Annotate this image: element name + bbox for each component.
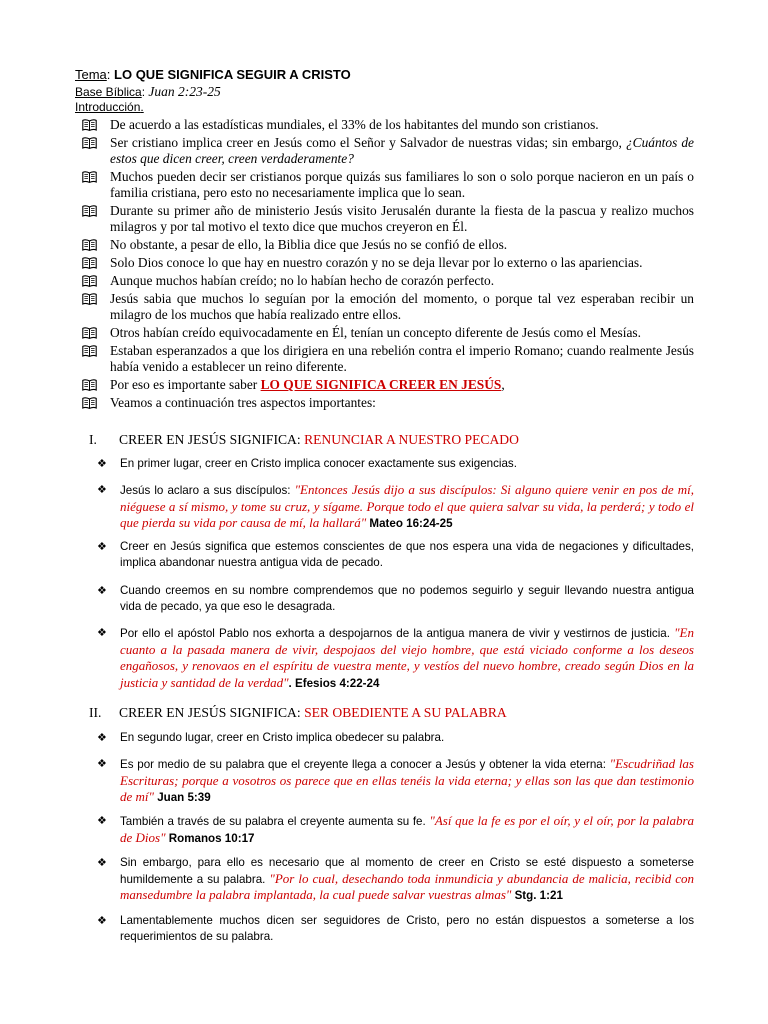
list-item: ❖ En primer lugar, creer en Cristo implica conocer exactamente sus exigencias. bbox=[97, 456, 694, 472]
list-item: ❖ Sin embargo, para ello es necesario que al momento de creer en Cristo se esté dispuesto a someterse humildemente a su palabra. "Por lo cual, desechando toda inmundicia y abundancia de malicia, recibid con mansedumbre la palabra implantada, la cual puede salvar vuestras almas" Stg. 1:21 bbox=[97, 856, 694, 902]
verse-reference: Romanos 10:17 bbox=[165, 831, 255, 845]
scripture-base-label: Base Bíblica bbox=[75, 85, 142, 99]
diamond-bullet-icon: ❖ bbox=[97, 585, 107, 597]
open-bible-icon bbox=[82, 239, 97, 251]
open-bible-icon bbox=[82, 345, 97, 357]
list-item: No obstante, a pesar de ello, la Biblia dice que Jesús no se confió de ellos. bbox=[82, 237, 694, 253]
topic-line: Tema: LO QUE SIGNIFICA SEGUIR A CRISTO bbox=[75, 67, 351, 82]
open-bible-icon bbox=[82, 275, 97, 287]
diamond-bullet-icon: ❖ bbox=[97, 627, 107, 639]
list-item: ❖ En segundo lugar, creer en Cristo implica obedecer su palabra. bbox=[97, 730, 694, 746]
open-bible-icon bbox=[82, 205, 97, 217]
list-item: De acuerdo a las estadísticas mundiales, el 33% de los habitantes del mundo son cristianos. bbox=[82, 117, 694, 133]
list-item: ❖ Jesús lo aclaro a sus discípulos: "Entonces Jesús dijo a sus discípulos: Si alguno quiere venir en pos de mí, niéguese a sí mismo, y tome su cruz, y sígame. Porque todo el que quiera salvar su vida, la perderá; y todo el que pierda su vida por causa de mí, la hallará" Mateo 16:24-25 bbox=[97, 482, 694, 530]
section-heading-highlight: SER OBEDIENTE A SU PALABRA bbox=[304, 705, 507, 720]
open-bible-icon bbox=[82, 379, 97, 391]
open-bible-icon bbox=[82, 293, 97, 305]
diamond-bullet-icon: ❖ bbox=[97, 732, 107, 744]
list-item: Jesús sabia que muchos lo seguían por la emoción del momento, o porque tal vez esperaban recibir un milagro de los muchos que había realizado entre ellos. bbox=[82, 291, 694, 323]
open-bible-icon bbox=[82, 171, 97, 183]
list-item: Estaban esperanzados a que los dirigiera en una rebelión contra el imperio Romano; cuando realmente Jesús había venido a establecer un reino diferente. bbox=[82, 343, 694, 375]
list-item: ❖ También a través de su palabra el creyente aumenta su fe. "Así que la fe es por el oír, y el oír, por la palabra de Dios" Romanos 10:17 bbox=[97, 813, 694, 845]
open-bible-icon bbox=[82, 119, 97, 131]
open-bible-icon bbox=[82, 327, 97, 339]
diamond-bullet-icon: ❖ bbox=[97, 758, 107, 770]
introduction-heading: Introducción. bbox=[75, 100, 144, 114]
scripture-base-line: Base Bíblica: Juan 2:23-25 bbox=[75, 84, 221, 99]
list-item: ❖ Lamentablemente muchos dicen ser seguidores de Cristo, pero no están dispuestos a someterse a los requerimientos de su palabra. bbox=[97, 914, 694, 943]
list-item: Aunque muchos habían creído; no lo habían hecho de corazón perfecto. bbox=[82, 273, 694, 289]
list-item: Veamos a continuación tres aspectos importantes: bbox=[82, 395, 694, 411]
list-item: Muchos pueden decir ser cristianos porque quizás sus familiares lo son o solo porque nacieron en un país o familia cristiana, pero esto no necesariamente implica que lo sean. bbox=[82, 169, 694, 201]
open-bible-icon bbox=[82, 137, 97, 149]
list-item: Durante su primer año de ministerio Jesús visito Jerusalén durante la fiesta de la pascua y realizo muchos milagros y por tal motivo el texto dice que muchos creyeron en Él. bbox=[82, 203, 694, 235]
list-item: ❖ Cuando creemos en su nombre comprendemos que no podemos seguirlo y seguir llevando nuestra antigua vida de pecado, ya que eso le desagrada. bbox=[97, 584, 694, 613]
list-item: Por eso es importante saber LO QUE SIGNIFICA CREER EN JESÚS, bbox=[82, 377, 694, 393]
verse-quote: "Por lo cual, desechando toda inmundicia y abundancia de malicia, recibid con mansedumbre la palabra implantada, la cual puede salvar vuestras almas" bbox=[120, 870, 694, 902]
scripture-base-ref: Juan 2:23-25 bbox=[148, 84, 221, 99]
diamond-bullet-icon: ❖ bbox=[97, 915, 107, 927]
list-item: Ser cristiano implica creer en Jesús como el Señor y Salvador de nuestras vidas; sin embargo, ¿Cuántos de estos que dicen creer, creen verdaderamente? bbox=[82, 135, 694, 167]
verse-reference: Juan 5:39 bbox=[153, 791, 211, 804]
open-bible-icon bbox=[82, 397, 97, 409]
page-title: LO QUE SIGNIFICA SEGUIR A CRISTO bbox=[114, 67, 351, 82]
section-heading-2: II. CREER EN JESÚS SIGNIFICA: SER OBEDIENTE A SU PALABRA bbox=[89, 705, 507, 720]
diamond-bullet-icon: ❖ bbox=[97, 458, 107, 470]
diamond-bullet-icon: ❖ bbox=[97, 857, 107, 869]
verse-quote: "Así que la fe es por el oír, y el oír, por la palabra de Dios" bbox=[120, 813, 694, 845]
section-heading-1: I. CREER EN JESÚS SIGNIFICA: RENUNCIAR A NUESTRO PECADO bbox=[89, 432, 519, 447]
list-item: ❖ Es por medio de su palabra que el creyente llega a conocer a Jesús y obtener la vida eterna: "Escudriñad las Escrituras; porque a vosotros os parece que en ellas tenéis la vida eterna; y ellas son las que dan testimonio de mí" Juan 5:39 bbox=[97, 756, 694, 804]
list-item: Otros habían creído equivocadamente en Él, tenían un concepto diferente de Jesús como el Mesías. bbox=[82, 325, 694, 341]
question-text: ¿Cuántos de estos que dicen creer, creen verdaderamente? bbox=[110, 135, 695, 166]
diamond-bullet-icon: ❖ bbox=[97, 484, 107, 496]
list-item: Solo Dios conoce lo que hay en nuestro corazón y no se deja llevar por lo externo o las apariencias. bbox=[82, 255, 694, 271]
introduction-list bbox=[82, 117, 694, 413]
verse-quote: "Entonces Jesús dijo a sus discípulos: Si alguno quiere venir en pos de mí, niéguese a sí mismo, y tome su cruz, y sígame. Porque todo el que quiera salvar su vida, la perderá; y todo el que pierda su vida por causa de mí, la hallará" bbox=[120, 482, 694, 530]
verse-reference: Mateo 16:24-25 bbox=[366, 517, 453, 530]
list-item: ❖ Por ello el apóstol Pablo nos exhorta a despojarnos de la antigua manera de vivir y vestirnos de justicia. "En cuanto a la pasada manera de vivir, despojaos del viejo hombre, que está viciado conforme a los deseos engañosos, y renovaos en el espíritu de vuestra mente, y vestíos del nuevo hombre, creado según Dios en la justicia y santidad de la verdad". Efesios 4:22-24 bbox=[97, 625, 694, 690]
open-bible-icon bbox=[82, 257, 97, 269]
verse-reference: Stg. 1:21 bbox=[511, 889, 563, 902]
verse-quote: "En cuanto a la pasada manera de vivir, despojaos del viejo hombre, que está viciado conforme a los deseos engañosos, y renovaos en el espíritu de vuestra mente, y vestíos del nuevo hombre, creado según Dios en la justicia y santidad de la verdad" bbox=[120, 625, 694, 690]
verse-quote: "Escudriñad las Escrituras; porque a vosotros os parece que en ellas tenéis la vida eterna; y ellas son las que dan testimonio de mí" bbox=[120, 756, 694, 804]
verse-reference: . Efesios 4:22-24 bbox=[288, 676, 380, 690]
highlighted-phrase: LO QUE SIGNIFICA CREER EN JESÚS bbox=[260, 377, 502, 392]
topic-label: Tema bbox=[75, 67, 107, 82]
diamond-bullet-icon: ❖ bbox=[97, 815, 107, 827]
diamond-bullet-icon: ❖ bbox=[97, 541, 107, 553]
list-item: ❖ Creer en Jesús significa que estemos conscientes de que nos espera una vida de negaciones y dificultades, implica abandonar nuestra antigua vida de pecado. bbox=[97, 540, 694, 569]
section-heading-highlight: RENUNCIAR A NUESTRO PECADO bbox=[304, 432, 519, 447]
